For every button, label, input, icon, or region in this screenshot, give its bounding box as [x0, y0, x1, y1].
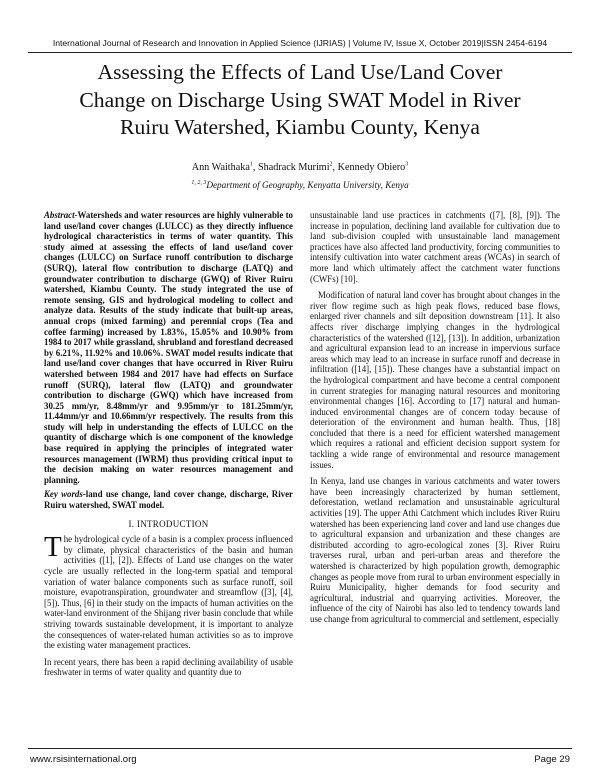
abstract-label: Abstract- — [44, 210, 78, 220]
right-paragraph-1: unsustainable land use practices in catchments ([7], [8], [9]). The increase in population, declining land available for cultivation due to land sub-division coupled with unsustainable land management practices have also affected land productivity, forcing communities to intensify cultivation into water catchment areas (WCAs) in search of more land which ultimately affect the catchment water functions (CWFs) [10]. — [310, 210, 560, 284]
intro-paragraph-1-text: he hydrological cycle of a basin is a complex process influenced by climate, physical characteristics of the basin and human activities ([1], [2]). Effects of Land use changes on the water cycle are usually reflected in the long-term spatial and temporal variation of water balance components such as surface runoff, soil moisture, evapotranspiration, groundwater and streamflow ([3], [4], [5]). Thus, [6] in their study on the impacts of human activities on the water-land environment of the Shijang river basin conclude that while striving towards sustainable development, it is important to analyze the consequences of water-related human activities so as to improve the existing water management practices. — [44, 534, 293, 651]
abstract — [44, 210, 293, 485]
journal-header: International Journal of Research and Innovation in Applied Science (IJRIAS) | Volume IV, Issue X, October 2019|ISSN 2454-6194 — [52, 38, 548, 48]
affiliation-sup: 1, 2, 3 — [191, 179, 207, 186]
title-line-2: Change on Discharge Using SWAT Model in River — [79, 87, 521, 112]
right-paragraph-3: In Kenya, land use changes in various catchments and water towers have been increasingly characterized by human settlement, deforestation, wetland reclamation and unsustainable agricultural activities [19]. The upper Athi Catchment which includes River Ruiru watershed has been experiencing land cover and land use changes due to agricultural expansion and urbanization and these changes are distributed according to agro-ecological zones [3]. River Ruiru traverses rural, urban and peri-urban areas and therefore the watershed is characterized by high population growth, demographic changes as people move from rural to urban environment especially in Ruiru Municipality, higher demands for food security and agricultural, industrial and quarrying activities. Moreover, the influence of the city of Nairobi has also led to tendency towards land use change from agricultural to commercial and settlement, especially — [310, 476, 560, 624]
left-column — [44, 210, 293, 678]
affiliation — [40, 180, 560, 190]
keywords-text: land use change, land cover change, discharge, River Ruiru watershed, SWAT model. — [44, 489, 293, 511]
title-line-1: Assessing the Effects of Land Use/Land Cover — [97, 60, 503, 84]
footer-website: www.rsisinternational.org — [30, 754, 137, 765]
author-3: Kennedy Obiero — [337, 162, 406, 173]
right-column — [310, 210, 560, 625]
intro-paragraph-2: In recent years, there has been a rapid declining availability of usable freshwater in terms of water quality and quantity due to — [44, 656, 293, 678]
author-list: Ann Waithaka$^1$, Shadrack Murimi$^2$, Kennedy Obiero$^3$ — [191, 161, 409, 173]
footer-rule — [28, 748, 572, 749]
intro-paragraph-1 — [44, 531, 293, 651]
section-heading-introduction: I. INTRODUCTION — [128, 518, 209, 529]
keywords — [44, 489, 293, 510]
author-2-sup: 2 — [329, 161, 333, 168]
author-1: Ann Waithaka — [191, 162, 250, 173]
drop-cap: T — [44, 531, 62, 564]
abstract-text: Watersheds and water resources are highly vulnerable to land use/land cover changes (LULCC) as they directly influence hydrological characteristics in terms of water quantity. This study aimed at assessing the effects of land use/land cover changes (LULCC) on Surface runoff contribution to discharge (SURQ), lateral flow contribution to discharge (LATQ) and groundwater contribution to discharge (GWQ) of River Ruiru watershed, Kiambu County. The study integrated the use of remote sensing, GIS and hydrological modeling to collect and analyze data. Results of the study indicate that built-up areas, annual crops (mixed farming) and perennial crops (Tea and coffee farming) increased by 1.83%, 15.05% and 10.90% from 1984 to 2017 while grassland, shrubland and forestland decreased by 6.21%, 11.92% and 10.06%. SWAT model results indicate that land use/land cover changes that have occurred in River Ruiru watershed between 1984 and 2017 have had effects on Surface runoff (SURQ), lateral flow (LATQ) and groundwater contribution to discharge (GWQ) which have increased from 30.25 mm/yr, 8.48mm/yr and 9.95mm/yr to 181.25mm/yr, 11.44mm/yr and 10.66mm/yr respectively. The results from this study will help in understanding the effects of LULCC on the quantity of discharge which is one component of the knowledge base required in applying the principles of integrated water resources management (IWRM) thus providing critical input to the decision making on water resources management and planning. — [44, 210, 293, 485]
author-2: Shadrack Murimi — [257, 162, 330, 173]
header-rule — [28, 52, 572, 53]
author-1-sup: 1 — [249, 161, 253, 168]
title-line-3: Ruiru Watershed, Kiambu County, Kenya — [120, 115, 480, 139]
right-paragraph-2: Modification of natural land cover has brought about changes in the river flow regime such as high peak flows, reduced base flows, enlarged river channels and silt deposition downstream [11]. It also affects river discharge implying changes in the hydrological characteristics of the watershed ([12], [13]). In addition, urbanization and agricultural expansion lead to an increase in impervious surface areas which may lead to an increase in surface runoff and decrease in infiltration ([14], [15]). These changes have a substantial impact on the hydrological compartment and have become a central component in current strategies for managing natural resources and monitoring environmental changes [16]. According to [17] natural and human-induced environmental changes are of concern today because of deterioration of the environment and human health. Thus, [18] concluded that there is a need for efficient watershed management which requires a rational and efficient decision support system for tackling a wide range of environmental and resource management issues. — [310, 290, 560, 470]
affiliation-text: Department of Geography, Kenyatta University, Kenya — [206, 180, 409, 190]
author-3-sup: 3 — [405, 161, 409, 168]
keywords-label: Key words- — [44, 489, 86, 500]
footer-page-number: Page 29 — [534, 754, 570, 765]
paper-title — [40, 59, 560, 142]
